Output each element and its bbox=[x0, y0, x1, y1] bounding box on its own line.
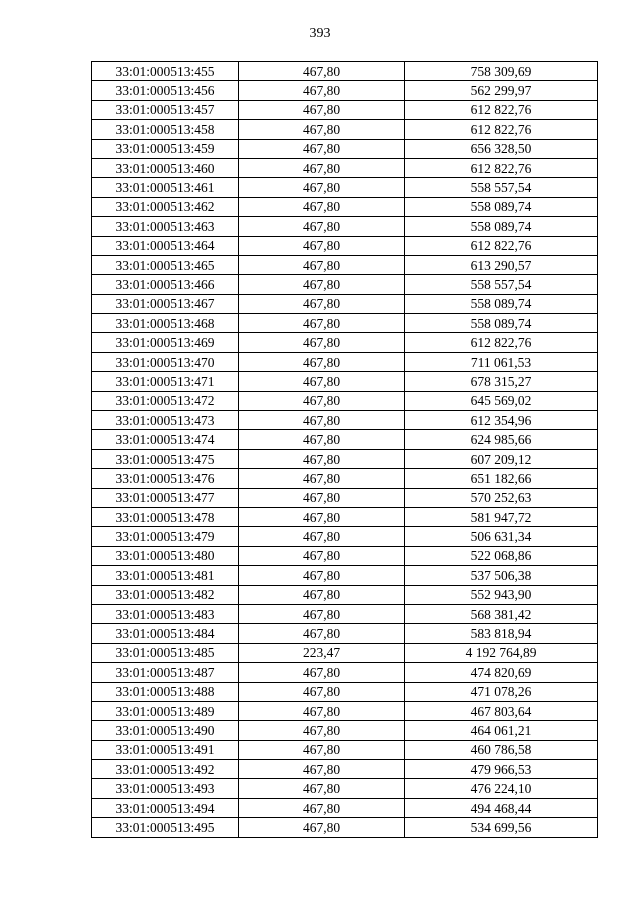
value-cell: 612 822,76 bbox=[405, 236, 598, 255]
area-cell: 467,80 bbox=[239, 372, 405, 391]
cadastral-number-cell: 33:01:000513:482 bbox=[92, 585, 239, 604]
value-cell: 474 820,69 bbox=[405, 663, 598, 682]
table-row bbox=[92, 546, 598, 565]
table-row bbox=[92, 255, 598, 274]
value-cell: 558 089,74 bbox=[405, 294, 598, 313]
cadastral-number-cell: 33:01:000513:455 bbox=[92, 62, 239, 81]
table-row bbox=[92, 294, 598, 313]
page-number: 393 bbox=[309, 26, 331, 41]
cadastral-number-cell: 33:01:000513:490 bbox=[92, 721, 239, 740]
table-row bbox=[92, 333, 598, 352]
table-row bbox=[92, 197, 598, 216]
cadastral-number-cell: 33:01:000513:471 bbox=[92, 372, 239, 391]
cadastral-number-cell: 33:01:000513:493 bbox=[92, 779, 239, 798]
area-cell: 467,80 bbox=[239, 275, 405, 294]
table-row bbox=[92, 721, 598, 740]
table-row bbox=[92, 779, 598, 798]
cadastral-number-cell: 33:01:000513:485 bbox=[92, 643, 239, 662]
value-cell: 522 068,86 bbox=[405, 546, 598, 565]
area-cell: 467,80 bbox=[239, 682, 405, 701]
table-row bbox=[92, 120, 598, 139]
table-row bbox=[92, 488, 598, 507]
value-cell: 581 947,72 bbox=[405, 507, 598, 526]
area-cell: 467,80 bbox=[239, 352, 405, 371]
value-cell: 624 985,66 bbox=[405, 430, 598, 449]
value-cell: 476 224,10 bbox=[405, 779, 598, 798]
cadastral-number-cell: 33:01:000513:484 bbox=[92, 624, 239, 643]
area-cell: 467,80 bbox=[239, 469, 405, 488]
table-row bbox=[92, 798, 598, 817]
value-cell: 612 354,96 bbox=[405, 411, 598, 430]
cadastral-number-cell: 33:01:000513:469 bbox=[92, 333, 239, 352]
cadastral-number-cell: 33:01:000513:481 bbox=[92, 566, 239, 585]
table-row bbox=[92, 236, 598, 255]
area-cell: 467,80 bbox=[239, 100, 405, 119]
table-row bbox=[92, 604, 598, 623]
value-cell: 558 557,54 bbox=[405, 178, 598, 197]
value-cell: 558 089,74 bbox=[405, 197, 598, 216]
cadastral-number-cell: 33:01:000513:458 bbox=[92, 120, 239, 139]
cadastral-number-cell: 33:01:000513:474 bbox=[92, 430, 239, 449]
area-cell: 467,80 bbox=[239, 721, 405, 740]
table-row bbox=[92, 62, 598, 81]
cadastral-number-cell: 33:01:000513:476 bbox=[92, 469, 239, 488]
table-row bbox=[92, 663, 598, 682]
value-cell: 613 290,57 bbox=[405, 255, 598, 274]
area-cell: 467,80 bbox=[239, 779, 405, 798]
table-row bbox=[92, 469, 598, 488]
table-row bbox=[92, 760, 598, 779]
table-row bbox=[92, 566, 598, 585]
table-row bbox=[92, 507, 598, 526]
area-cell: 467,80 bbox=[239, 217, 405, 236]
table-row bbox=[92, 275, 598, 294]
table-row bbox=[92, 585, 598, 604]
cadastral-number-cell: 33:01:000513:491 bbox=[92, 740, 239, 759]
area-cell: 467,80 bbox=[239, 314, 405, 333]
cadastral-number-cell: 33:01:000513:466 bbox=[92, 275, 239, 294]
table-row bbox=[92, 391, 598, 410]
area-cell: 467,80 bbox=[239, 604, 405, 623]
value-cell: 471 078,26 bbox=[405, 682, 598, 701]
area-cell: 467,80 bbox=[239, 488, 405, 507]
table-row bbox=[92, 81, 598, 100]
cadastral-number-cell: 33:01:000513:470 bbox=[92, 352, 239, 371]
table-row bbox=[92, 314, 598, 333]
area-cell: 467,80 bbox=[239, 139, 405, 158]
area-cell: 467,80 bbox=[239, 798, 405, 817]
value-cell: 558 557,54 bbox=[405, 275, 598, 294]
table-row bbox=[92, 372, 598, 391]
cadastral-number-cell: 33:01:000513:456 bbox=[92, 81, 239, 100]
area-cell: 467,80 bbox=[239, 663, 405, 682]
cadastral-table bbox=[91, 61, 598, 838]
table-row bbox=[92, 411, 598, 430]
area-cell: 467,80 bbox=[239, 566, 405, 585]
value-cell: 558 089,74 bbox=[405, 217, 598, 236]
value-cell: 558 089,74 bbox=[405, 314, 598, 333]
value-cell: 479 966,53 bbox=[405, 760, 598, 779]
value-cell: 651 182,66 bbox=[405, 469, 598, 488]
cadastral-number-cell: 33:01:000513:495 bbox=[92, 818, 239, 837]
table-row bbox=[92, 217, 598, 236]
value-cell: 656 328,50 bbox=[405, 139, 598, 158]
table-body bbox=[92, 62, 598, 838]
area-cell: 467,80 bbox=[239, 740, 405, 759]
value-cell: 645 569,02 bbox=[405, 391, 598, 410]
value-cell: 460 786,58 bbox=[405, 740, 598, 759]
value-cell: 4 192 764,89 bbox=[405, 643, 598, 662]
cadastral-number-cell: 33:01:000513:464 bbox=[92, 236, 239, 255]
cadastral-number-cell: 33:01:000513:483 bbox=[92, 604, 239, 623]
table-row bbox=[92, 139, 598, 158]
table-row bbox=[92, 158, 598, 177]
area-cell: 467,80 bbox=[239, 391, 405, 410]
area-cell: 467,80 bbox=[239, 178, 405, 197]
table-row bbox=[92, 100, 598, 119]
value-cell: 612 822,76 bbox=[405, 333, 598, 352]
area-cell: 467,80 bbox=[239, 294, 405, 313]
value-cell: 568 381,42 bbox=[405, 604, 598, 623]
table-row bbox=[92, 740, 598, 759]
cadastral-number-cell: 33:01:000513:460 bbox=[92, 158, 239, 177]
value-cell: 494 468,44 bbox=[405, 798, 598, 817]
cadastral-number-cell: 33:01:000513:473 bbox=[92, 411, 239, 430]
table-row bbox=[92, 449, 598, 468]
cadastral-number-cell: 33:01:000513:489 bbox=[92, 701, 239, 720]
cadastral-number-cell: 33:01:000513:467 bbox=[92, 294, 239, 313]
area-cell: 467,80 bbox=[239, 158, 405, 177]
area-cell: 467,80 bbox=[239, 818, 405, 837]
value-cell: 758 309,69 bbox=[405, 62, 598, 81]
cadastral-number-cell: 33:01:000513:457 bbox=[92, 100, 239, 119]
cadastral-table-container bbox=[91, 61, 597, 838]
value-cell: 467 803,64 bbox=[405, 701, 598, 720]
cadastral-number-cell: 33:01:000513:462 bbox=[92, 197, 239, 216]
cadastral-number-cell: 33:01:000513:465 bbox=[92, 255, 239, 274]
value-cell: 534 699,56 bbox=[405, 818, 598, 837]
value-cell: 537 506,38 bbox=[405, 566, 598, 585]
area-cell: 467,80 bbox=[239, 120, 405, 139]
cadastral-number-cell: 33:01:000513:468 bbox=[92, 314, 239, 333]
value-cell: 506 631,34 bbox=[405, 527, 598, 546]
area-cell: 467,80 bbox=[239, 449, 405, 468]
table-row bbox=[92, 178, 598, 197]
area-cell: 467,80 bbox=[239, 197, 405, 216]
table-row bbox=[92, 643, 598, 662]
table-row bbox=[92, 527, 598, 546]
area-cell: 467,80 bbox=[239, 585, 405, 604]
cadastral-number-cell: 33:01:000513:463 bbox=[92, 217, 239, 236]
value-cell: 612 822,76 bbox=[405, 158, 598, 177]
cadastral-number-cell: 33:01:000513:494 bbox=[92, 798, 239, 817]
cadastral-number-cell: 33:01:000513:478 bbox=[92, 507, 239, 526]
value-cell: 570 252,63 bbox=[405, 488, 598, 507]
table-row bbox=[92, 624, 598, 643]
table-row bbox=[92, 701, 598, 720]
value-cell: 612 822,76 bbox=[405, 120, 598, 139]
cadastral-number-cell: 33:01:000513:487 bbox=[92, 663, 239, 682]
area-cell: 467,80 bbox=[239, 430, 405, 449]
table-row bbox=[92, 682, 598, 701]
value-cell: 612 822,76 bbox=[405, 100, 598, 119]
area-cell: 467,80 bbox=[239, 760, 405, 779]
area-cell: 467,80 bbox=[239, 62, 405, 81]
cadastral-number-cell: 33:01:000513:475 bbox=[92, 449, 239, 468]
cadastral-number-cell: 33:01:000513:488 bbox=[92, 682, 239, 701]
area-cell: 467,80 bbox=[239, 546, 405, 565]
cadastral-number-cell: 33:01:000513:461 bbox=[92, 178, 239, 197]
area-cell: 467,80 bbox=[239, 333, 405, 352]
area-cell: 467,80 bbox=[239, 81, 405, 100]
cadastral-number-cell: 33:01:000513:459 bbox=[92, 139, 239, 158]
area-cell: 467,80 bbox=[239, 255, 405, 274]
cadastral-number-cell: 33:01:000513:492 bbox=[92, 760, 239, 779]
table-row bbox=[92, 818, 598, 837]
value-cell: 562 299,97 bbox=[405, 81, 598, 100]
area-cell: 467,80 bbox=[239, 507, 405, 526]
area-cell: 467,80 bbox=[239, 701, 405, 720]
area-cell: 223,47 bbox=[239, 643, 405, 662]
value-cell: 464 061,21 bbox=[405, 721, 598, 740]
cadastral-number-cell: 33:01:000513:480 bbox=[92, 546, 239, 565]
area-cell: 467,80 bbox=[239, 236, 405, 255]
value-cell: 711 061,53 bbox=[405, 352, 598, 371]
cadastral-number-cell: 33:01:000513:477 bbox=[92, 488, 239, 507]
table-row bbox=[92, 430, 598, 449]
value-cell: 678 315,27 bbox=[405, 372, 598, 391]
value-cell: 552 943,90 bbox=[405, 585, 598, 604]
area-cell: 467,80 bbox=[239, 411, 405, 430]
area-cell: 467,80 bbox=[239, 624, 405, 643]
value-cell: 583 818,94 bbox=[405, 624, 598, 643]
cadastral-number-cell: 33:01:000513:472 bbox=[92, 391, 239, 410]
cadastral-number-cell: 33:01:000513:479 bbox=[92, 527, 239, 546]
value-cell: 607 209,12 bbox=[405, 449, 598, 468]
area-cell: 467,80 bbox=[239, 527, 405, 546]
table-row bbox=[92, 352, 598, 371]
